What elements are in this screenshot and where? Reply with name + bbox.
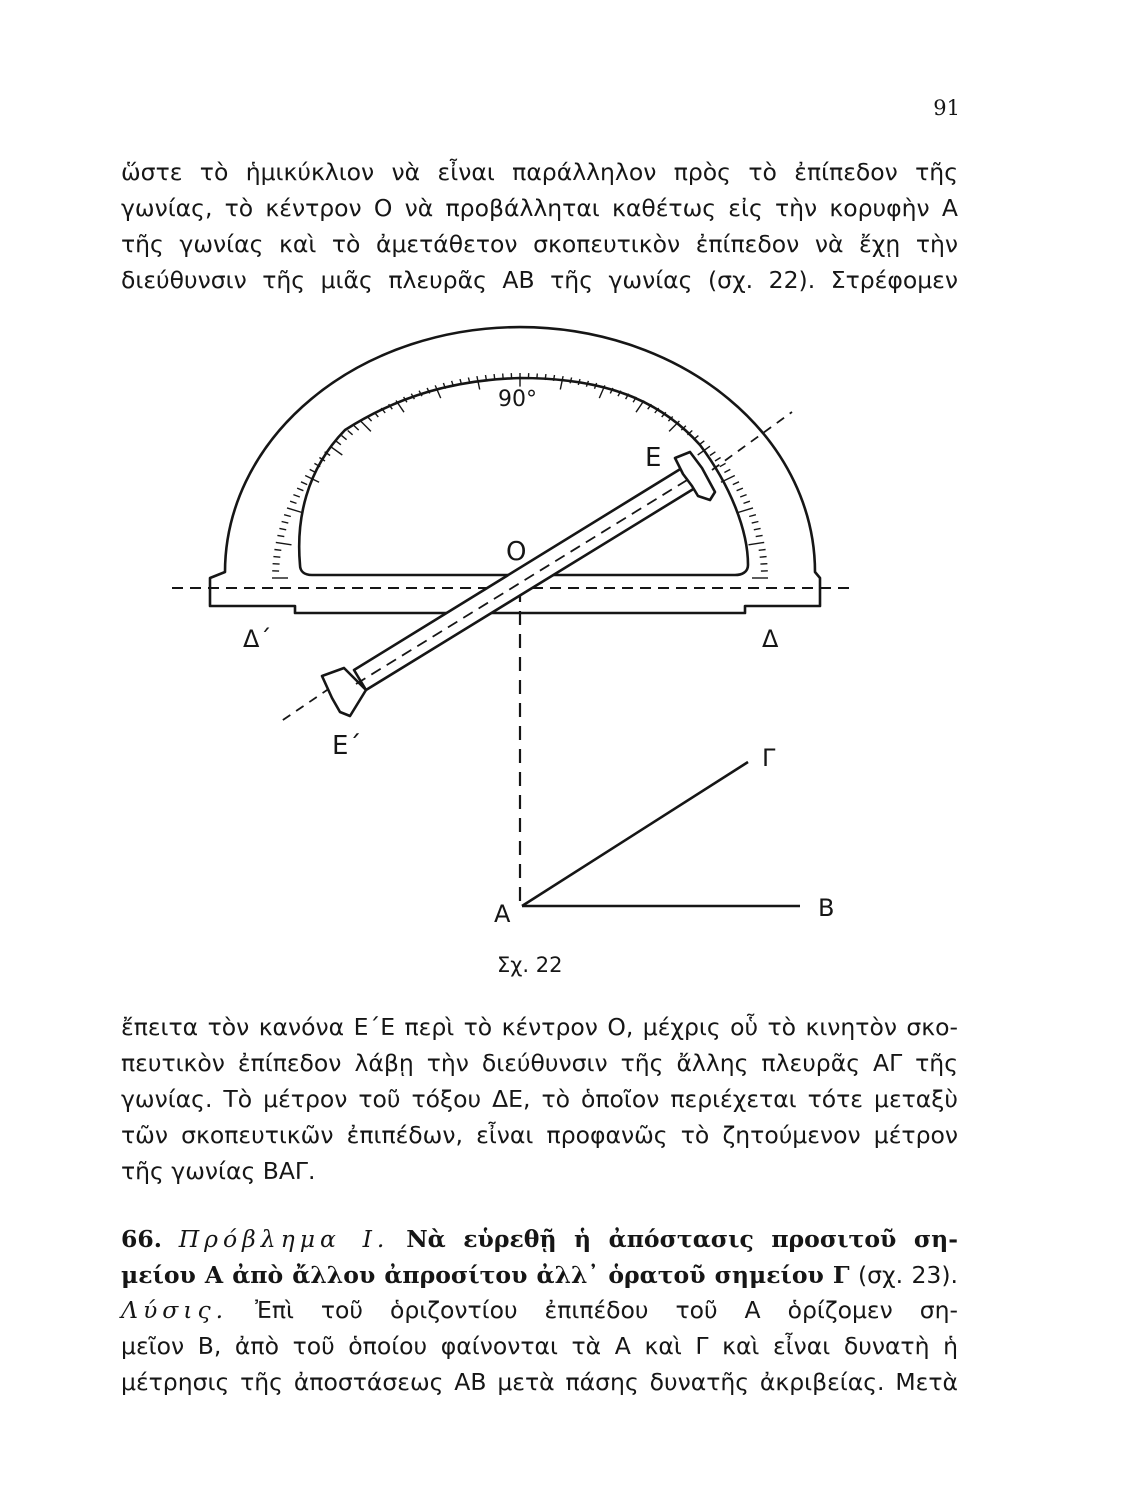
text-line: πευτικὸν ἐπίπεδον λάβῃ τὴν διεύθυνσιν τῆς ἄλλης πλευρᾶς ΑΓ τῆς bbox=[121, 1049, 958, 1077]
scale-tick bbox=[740, 495, 746, 497]
scale-90-label: 90° bbox=[498, 387, 537, 412]
scale-tick bbox=[290, 501, 296, 503]
center-label-O: Ο bbox=[506, 537, 527, 567]
scale-tick bbox=[710, 452, 716, 456]
text-line bbox=[121, 1292, 958, 1328]
scale-tick bbox=[744, 501, 750, 503]
scale-tick bbox=[287, 508, 302, 513]
scale-tick bbox=[293, 495, 299, 497]
scale-tick bbox=[724, 469, 730, 472]
text-line: μεῖον Β, ἀπὸ τοῦ ὁποίου φαίνονται τὰ Α καὶ Γ καὶ εἶναι δυνατὴ ἡ bbox=[121, 1332, 958, 1360]
scale-tick bbox=[494, 374, 495, 380]
label-B: Β bbox=[818, 894, 835, 922]
scale-tick bbox=[752, 522, 759, 524]
text-line: μέτρησις τῆς ἀποστάσεως ΑΒ μετὰ πάσης δυνατῆς ἀκριβείας. Μετὰ bbox=[121, 1368, 958, 1396]
text-line: τῆς γωνίας ΒΑΓ. bbox=[121, 1157, 316, 1185]
side-AG bbox=[522, 762, 748, 906]
label-E: Ε bbox=[645, 443, 662, 473]
scale-tick bbox=[720, 463, 726, 466]
scale-tick bbox=[733, 482, 739, 485]
scale-tick bbox=[699, 441, 704, 445]
sight-line-extension bbox=[280, 688, 330, 722]
solution-heading: Λύσις. bbox=[121, 1296, 229, 1324]
scale-tick bbox=[586, 381, 588, 387]
text-line: γωνίας, τὸ κέντρον Ο νὰ προβάλληται καθέτως εἰς τὴν κορυφὴν Α bbox=[121, 194, 958, 222]
scale-tick bbox=[578, 379, 580, 385]
scale-tick bbox=[749, 515, 756, 517]
text-line: ἔπειτα τὸν κανόνα Ε΄Ε περὶ τὸ κέντρον Ο, μέχρις οὗ τὸ κινητὸν σκο- bbox=[121, 1013, 958, 1041]
scale-tick bbox=[284, 515, 291, 517]
scale-tick bbox=[330, 446, 342, 455]
scale-tick bbox=[274, 550, 281, 551]
scale-tick bbox=[336, 441, 341, 445]
problem-statement-text: μείου Α ἀπὸ ἄλλου ἀπροσίτου ἀλλ᾽ ὁρατοῦ σημείου Γ bbox=[121, 1261, 850, 1289]
scale-tick bbox=[486, 375, 487, 381]
label-D: Δ bbox=[762, 625, 779, 653]
scale-tick bbox=[354, 426, 359, 430]
scale-tick bbox=[276, 542, 292, 544]
scale-tick bbox=[636, 401, 644, 413]
problem-statement bbox=[121, 1221, 958, 1293]
figure-reference: (σχ. 23). bbox=[857, 1261, 958, 1289]
scale-tick bbox=[595, 383, 597, 389]
solution-paragraph bbox=[121, 1292, 958, 1400]
label-G: Γ bbox=[762, 744, 776, 772]
solution-text: Ἐπὶ τοῦ ὁριζοντίου ἐπιπέδου τοῦ Α ὁρίζομεν ση- bbox=[255, 1296, 958, 1324]
scale-tick bbox=[282, 522, 289, 524]
scale-tick bbox=[277, 535, 284, 536]
scale-tick bbox=[560, 376, 563, 389]
scale-tick bbox=[361, 421, 371, 431]
text-line: γωνίας. Τὸ μέτρον τοῦ τόξου ΔΕ, τὸ ὁποῖον περιέχεται τότε μεταξὺ bbox=[121, 1085, 958, 1113]
scale-tick bbox=[754, 528, 761, 529]
scale-tick bbox=[759, 550, 766, 551]
scale-tick bbox=[297, 488, 303, 491]
scale-tick bbox=[737, 488, 743, 491]
scale-tick bbox=[503, 374, 504, 380]
paragraph-explanation bbox=[121, 1009, 958, 1189]
figure-caption: Σχ. 22 bbox=[497, 953, 563, 977]
scale-tick bbox=[273, 557, 280, 558]
problem-number: 66. bbox=[121, 1225, 162, 1253]
scale-tick bbox=[301, 482, 307, 485]
text-line: τῆς γωνίας καὶ τὸ ἀμετάθετον σκοπευτικὸν ἐπίπεδον νὰ ἔχῃ τὴν bbox=[121, 230, 958, 258]
label-A: Α bbox=[494, 900, 511, 928]
scale-tick bbox=[537, 374, 538, 380]
scale-tick bbox=[715, 458, 721, 462]
scale-tick bbox=[279, 528, 286, 529]
label-D-prime: Δ΄ bbox=[243, 625, 272, 653]
problem-statement-text: Νὰ εὑρεθῇ ἡ ἀπόστασις προσιτοῦ ση- bbox=[406, 1225, 958, 1253]
text-line bbox=[121, 1221, 958, 1257]
scale-tick bbox=[554, 375, 555, 381]
scale-tick bbox=[749, 542, 765, 544]
text-line bbox=[121, 1257, 958, 1293]
scale-tick bbox=[698, 446, 710, 455]
scale-tick bbox=[342, 436, 347, 440]
scale-tick bbox=[738, 508, 753, 513]
scale-tick bbox=[545, 374, 546, 380]
text-line: τῶν σκοπευτικῶν ἐπιπέδων, εἶναι προφανῶς τὸ ζητούμενον μέτρον bbox=[121, 1121, 958, 1149]
text-line: διεύθυνσιν τῆς μιᾶς πλευρᾶς ΑΒ τῆς γωνίας (σχ. 22). Στρέφομεν bbox=[121, 266, 958, 294]
page-number: 91 bbox=[933, 96, 960, 120]
scale-tick bbox=[756, 535, 763, 536]
problem-heading: Πρόβλημα Ι. bbox=[178, 1225, 390, 1253]
text-line: ὥστε τὸ ἡμικύκλιον νὰ εἶναι παράλληλον πρὸς τὸ ἐπίπεδον τῆς bbox=[121, 158, 958, 186]
scale-tick bbox=[477, 376, 480, 389]
scale-tick bbox=[760, 557, 767, 558]
label-E-prime: Ε΄ bbox=[332, 731, 362, 761]
scale-tick bbox=[348, 431, 353, 435]
